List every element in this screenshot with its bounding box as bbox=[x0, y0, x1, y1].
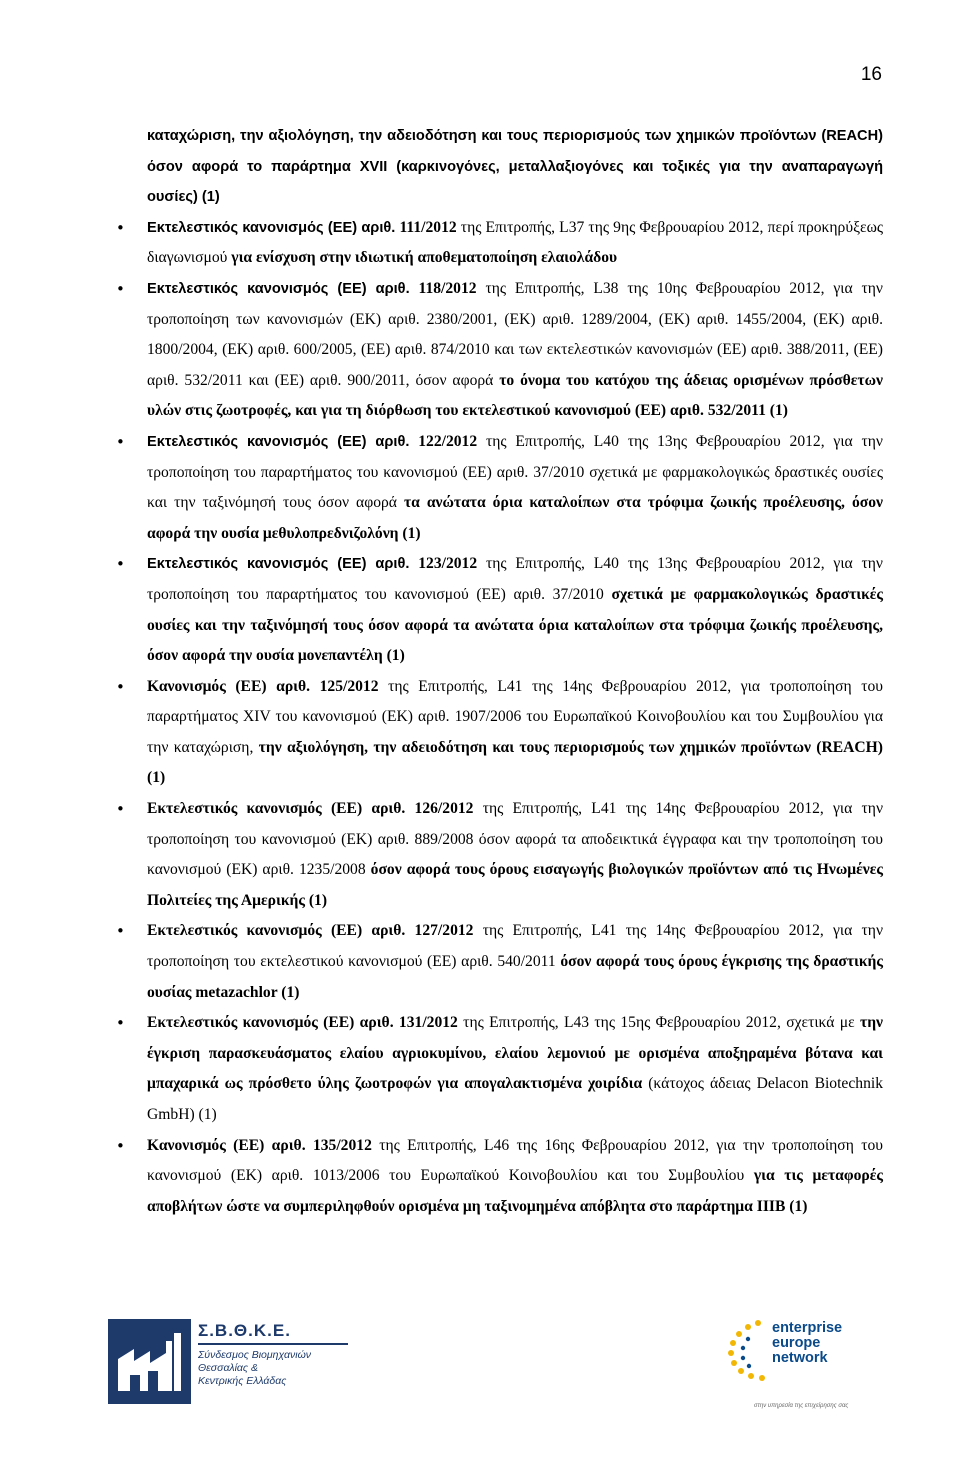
logo-line-2: Θεσσαλίας & bbox=[198, 1362, 258, 1374]
logo-divider bbox=[198, 1343, 348, 1345]
regulation-number: 126/2012 bbox=[405, 800, 474, 818]
page-number: 16 bbox=[860, 64, 882, 85]
regulation-number: 131/2012 bbox=[393, 1014, 458, 1032]
star-circle-icon bbox=[726, 1317, 770, 1381]
regulation-type: Κανονισμός (ΕΕ) αριθ. bbox=[147, 677, 311, 695]
sbtke-logo bbox=[108, 1319, 358, 1409]
factory-icon bbox=[108, 1319, 191, 1404]
regulation-type: Κανονισμός (ΕΕ) αριθ. bbox=[147, 1136, 306, 1154]
list-item bbox=[147, 549, 883, 671]
regulation-subject: για ενίσχυση στην ιδιωτική αποθεματοποίηση ελαιολάδου bbox=[231, 249, 618, 267]
regulation-text: της Επιτροπής, L37 της 9ης Φεβρουαρίου 2012, περί προκηρύξεως διαγωνισμού bbox=[147, 218, 884, 267]
regulation-subject: την έγκριση παρασκευάσματος ελαίου αγριοκυμίνου, ελαίου λεμονιού με ορισμένα αποξηραμένα βότανα και μπαχαρικά ως πρόσθετο ύλης ζωοτροφών για απογαλακτισμένα χοιρίδια bbox=[147, 1014, 884, 1093]
regulation-subject: όσον αφορά τους όρους εισαγωγής βιολογικών προϊόντων από τις Ηνωμένες Πολιτείες της Αμερικής (1) bbox=[147, 861, 883, 909]
regulation-number: 122/2012 bbox=[409, 432, 478, 450]
regulation-list bbox=[147, 213, 883, 1223]
regulation-number: 125/2012 bbox=[310, 677, 379, 695]
regulation-text: της Επιτροπής, L41 της 14ης Φεβρουαρίου 2012, για την τροποποίηση του εκτελεστικού κανονισμού (ΕΕ) αριθ. 540/2011 bbox=[147, 922, 884, 971]
regulation-text: της Επιτροπής, L41 της 14ης Φεβρουαρίου 2012, για τροποποίηση του παραρτήματος XIV του κανονισμού (ΕΚ) αριθ. 1907/2006 του Ευρωπαϊκού Κοινοβουλίου και του Συμβουλίου για την καταχώριση, bbox=[147, 677, 884, 756]
regulation-text: της Επιτροπής, L46 της 16ης Φεβρουαρίου 2012, για την τροποποίηση του κανονισμού (ΕΚ) αριθ. 1013/2006 του Ευρωπαϊκού Κοινοβουλίου και του Συμβουλίου bbox=[147, 1136, 883, 1185]
regulation-text: της Επιτροπής, L43 της 15ης Φεβρουαρίου 2012, σχετικά με bbox=[457, 1014, 860, 1032]
regulation-type: Εκτελεστικός κανονισμός (ΕΕ) αριθ. bbox=[147, 280, 410, 297]
list-item bbox=[147, 427, 883, 549]
regulation-text: της Επιτροπής, L40 της 13ης Φεβρουαρίου 2012, για την τροποποίηση του παραρτήματος του κανονισμού (ΕΕ) αριθ. 37/2010 bbox=[147, 555, 883, 603]
list-item bbox=[147, 916, 883, 1008]
list-item bbox=[147, 672, 883, 794]
document-body bbox=[147, 121, 883, 1222]
regulation-subject: όσον αφορά τους όρους έγκρισης της δραστικής ουσίας metazachlor (1) bbox=[147, 953, 883, 1001]
regulation-number: 118/2012 bbox=[409, 279, 477, 297]
logo-line-3: Κεντρικής Ελλάδας bbox=[198, 1375, 287, 1387]
list-item bbox=[147, 274, 883, 427]
intro-paragraph: καταχώριση, την αξιολόγηση, την αδειοδότηση και τους περιορισμούς των χημικών προϊόντων (REACH) όσον αφορά το παράρτημα XVII (καρκινογόνες, μεταλλαξιογόνες και τοξικές για την αναπαραγωγή ουσίες) (1) bbox=[147, 128, 883, 206]
logo-abbreviation: Σ.Β.Θ.Κ.Ε. bbox=[198, 1321, 291, 1340]
list-item bbox=[147, 794, 883, 916]
regulation-note: (κάτοχος άδειας Delacon Biotechnik GmbH) (1) bbox=[147, 1075, 883, 1123]
regulation-type: Εκτελεστικός κανονισμός (ΕΕ) αριθ. bbox=[147, 800, 406, 818]
regulation-text: της Επιτροπής, L41 της 14ης Φεβρουαρίου 2012, για την τροποποίηση του κανονισμού (ΕΚ) αριθ. 889/2008 όσον αφορά τα αποδεικτικά έγγραφα και την τροποποίηση του κανονισμού (ΕΚ) αριθ. 1235/2008 bbox=[147, 800, 884, 879]
logo-word-europe: europe bbox=[772, 1335, 821, 1351]
regulation-subject: σχετικά με φαρμακολογικώς δραστικές ουσίες και την ταξινόμησή τους όσον αφορά τα ανώτατα όρια καταλοίπων στα τρόφιμα ζωικής προέλευσης, όσον αφορά την ουσία μονεπαντέλη (1) bbox=[147, 585, 883, 665]
regulation-number: 135/2012 bbox=[305, 1136, 372, 1154]
regulation-text: της Επιτροπής, L40 της 13ης Φεβρουαρίου 2012, για την τροποποίηση του παραρτήματος του κανονισμού (ΕΕ) αριθ. 37/2010 σχετικά με φαρμακολογικώς δραστικές ουσίες και την ταξινόμησή τους όσον αφορά bbox=[147, 432, 883, 512]
list-item bbox=[147, 1008, 883, 1130]
logo-word-network: network bbox=[772, 1350, 828, 1366]
een-logo bbox=[726, 1313, 896, 1423]
regulation-subject: τα ανώτατα όρια καταλοίπων στα τρόφιμα ζωικής προέλευσης, όσον αφορά την ουσία μεθυλοπρεδνιζολόνη (1) bbox=[147, 494, 883, 542]
regulation-type: Εκτελεστικός κανονισμός (ΕΕ) αριθ. bbox=[147, 922, 406, 940]
regulation-subject: την αξιολόγηση, την αδειοδότηση και τους περιορισμούς των χημικών προϊόντων (REACH) (1) bbox=[147, 738, 883, 787]
regulation-subject: για τις μεταφορές αποβλήτων ώστε να συμπεριληφθούν ορισμένα μη ταξινομημένα απόβλητα στο παράρτημα IIIB (1) bbox=[147, 1167, 883, 1215]
regulation-number: 123/2012 bbox=[409, 555, 478, 573]
regulation-text: της Επιτροπής, L38 της 10ης Φεβρουαρίου 2012, για την τροποποίηση των κανονισμών (ΕΚ) αριθ. 2380/2001, (ΕΚ) αριθ. 1289/2004, (ΕΚ) αριθ. 1455/2004, (ΕΚ) αριθ. 1800/2004, (ΕΚ) αριθ. 600/2005, (ΕΕ) αριθ. 874/2010 και των εκτελεστικών κανονισμών (ΕΕ) αριθ. 388/2011, (ΕΕ) αριθ. 532/2011 και (ΕΕ) αριθ. 900/2011, όσον αφορά bbox=[147, 279, 883, 389]
regulation-type: Εκτελεστικός κανονισμός (ΕΕ) αριθ. bbox=[147, 219, 396, 236]
regulation-number: 127/2012 bbox=[405, 922, 474, 940]
logo-word-enterprise: enterprise bbox=[772, 1320, 843, 1336]
regulation-type: Εκτελεστικός κανονισμός (ΕΕ) αριθ. bbox=[147, 556, 410, 573]
list-item bbox=[147, 1131, 883, 1223]
regulation-type: Εκτελεστικός κανονισμός (ΕΕ) αριθ. bbox=[147, 1014, 394, 1032]
regulation-type: Εκτελεστικός κανονισμός (ΕΕ) αριθ. bbox=[147, 433, 410, 450]
regulation-subject: το όνομα του κατόχου της άδειας ορισμένων πρόσθετων υλών στις ζωοτροφές, και για τη διόρθωση του εκτελεστικού κανονισμού (ΕΕ) αριθ. 532/2011 (1) bbox=[147, 371, 883, 420]
logo-tagline: στην υπηρεσία της επιχείρησης σας bbox=[754, 1403, 849, 1409]
list-item bbox=[147, 213, 883, 274]
regulation-number: 111/2012 bbox=[395, 218, 457, 236]
logo-line-1: Σύνδεσμος Βιομηχανιών bbox=[198, 1349, 312, 1361]
